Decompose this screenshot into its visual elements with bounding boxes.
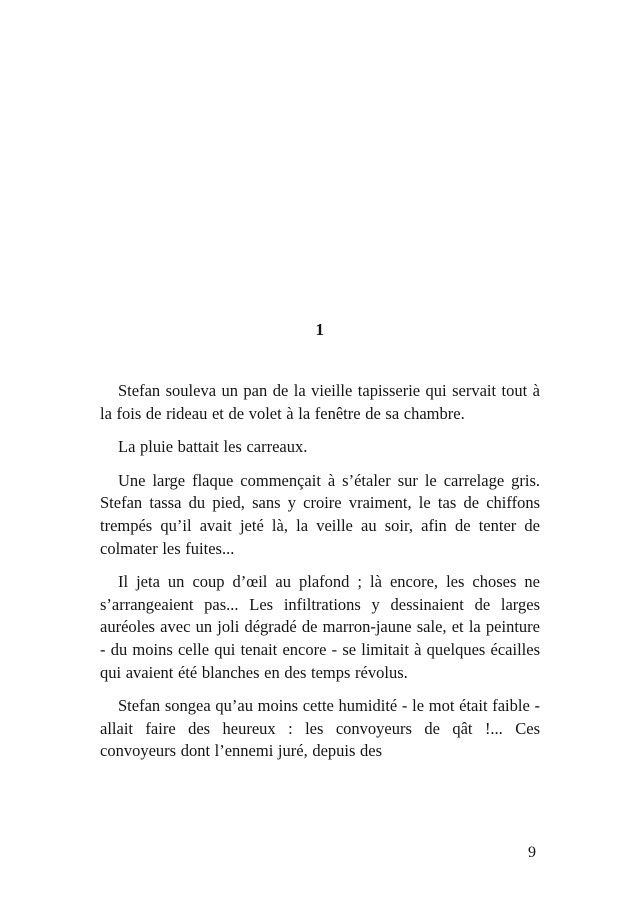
paragraph-1: Stefan souleva un pan de la vieille tapisserie qui servait tout à la fois de rideau et de volet à la fenêtre de sa chambre. [100,381,540,423]
page-number: 9 [528,844,536,861]
paragraph-3: Une large flaque commençait à s’étaler sur le carrelage gris. Stefan tassa du pied, sans y croire vraiment, le tas de chiffons trempés qu’il avait jeté là, la veille au soir, afin de tenter de colmater les fuites... [100,470,540,558]
chapter-heading: 1 [315,320,325,339]
page-text [100,380,540,763]
paragraph-5: Stefan songea qu’au moins cette humidité - le mot était faible - allait faire des heureux : les convoyeurs de qât !... Ces convoyeurs dont l’ennemi juré, depuis des [100,696,540,761]
paragraph-4: Il jeta un coup d’œil au plafond ; là encore, les choses ne s’arrangeaient pas... Les infiltrations y dessinaient de larges auréoles avec un joli dégradé de marron-jaune sale, et la peinture - du moins celle qui tenait encore - se limitait à quelques écailles qui avaient été blanches en des temps révolus. [100,572,540,682]
paragraph-2: La pluie battait les carreaux. [118,437,308,457]
